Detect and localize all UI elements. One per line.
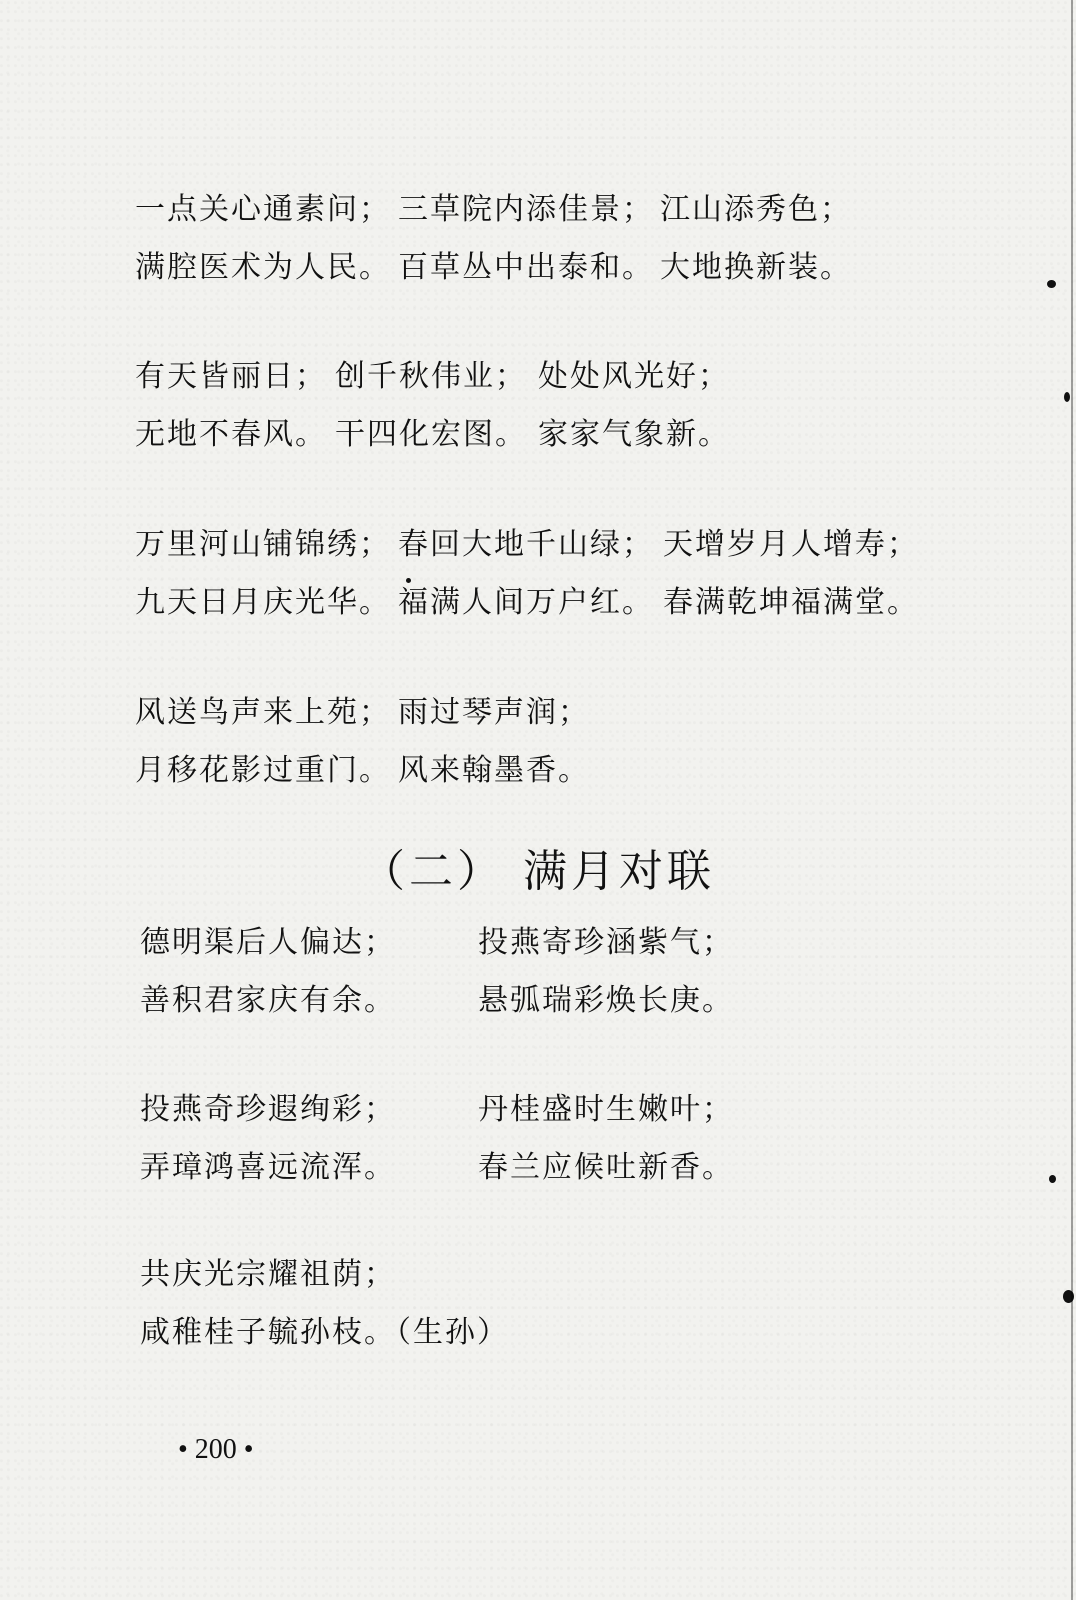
couplet-1-lower: 满腔医术为人民。: [135, 250, 391, 285]
couplet-8-upper: 春回大地千山绿；: [398, 527, 654, 562]
couplet-15-upper: 丹桂盛时生嫩叶；: [478, 1092, 734, 1127]
couplet-10-lower: 月移花影过重门。: [135, 753, 391, 788]
couplet-13-lower: 悬弧瑞彩焕长庚。: [478, 983, 734, 1018]
couplet-16-lower: 咸稚桂子毓孙枝。（生孙）: [140, 1315, 509, 1350]
couplet-3-upper: 江山添秀色；: [660, 192, 852, 227]
couplet-5-lower: 干四化宏图。: [335, 417, 527, 452]
couplet-8-lower: 福满人间万户红。: [398, 585, 654, 620]
couplet-12-lower: 善积君家庆有余。: [140, 983, 396, 1018]
couplet-14-upper: 投燕奇珍遐绚彩；: [140, 1092, 396, 1127]
couplet-6-lower: 家家气象新。: [538, 417, 730, 452]
couplet-4-lower: 无地不春风。: [135, 417, 327, 452]
scan-speck: [1049, 1175, 1056, 1183]
couplet-2-lower: 百草丛中出泰和。: [398, 250, 654, 285]
page-number: • 200 •: [178, 1434, 254, 1465]
couplet-10-upper: 风送鸟声来上苑；: [135, 695, 391, 730]
scan-speck: [1047, 280, 1056, 288]
couplet-7-upper: 万里河山铺锦绣；: [135, 527, 391, 562]
couplet-16-upper: 共庆光宗耀祖荫；: [140, 1257, 396, 1292]
couplet-11-upper: 雨过琴声润；: [398, 695, 590, 730]
couplet-15-lower: 春兰应候吐新香。: [478, 1150, 734, 1185]
scan-edge-line: [1071, 0, 1073, 1600]
couplet-4-upper: 有天皆丽日；: [135, 359, 327, 394]
couplet-14-lower: 弄璋鸿喜远流浑。: [140, 1150, 396, 1185]
couplet-7-lower: 九天日月庆光华。: [135, 585, 391, 620]
scan-speck: [1064, 392, 1070, 402]
couplet-12-upper: 德明渠后人偏达；: [140, 925, 396, 960]
couplet-3-lower: 大地换新装。: [660, 250, 852, 285]
couplet-1-upper: 一点关心通素问；: [135, 192, 391, 227]
couplet-9-upper: 天增岁月人增寿；: [663, 527, 919, 562]
couplet-5-upper: 创千秋伟业；: [335, 359, 527, 394]
section-heading: （二） 满月对联: [361, 846, 715, 897]
couplet-9-lower: 春满乾坤福满堂。: [663, 585, 919, 620]
couplet-13-upper: 投燕寄珍涵紫气；: [478, 925, 734, 960]
couplet-11-lower: 风来翰墨香。: [398, 753, 590, 788]
couplet-2-upper: 三草院内添佳景；: [398, 192, 654, 227]
couplet-6-upper: 处处风光好；: [538, 359, 730, 394]
scan-speck: [406, 578, 411, 583]
